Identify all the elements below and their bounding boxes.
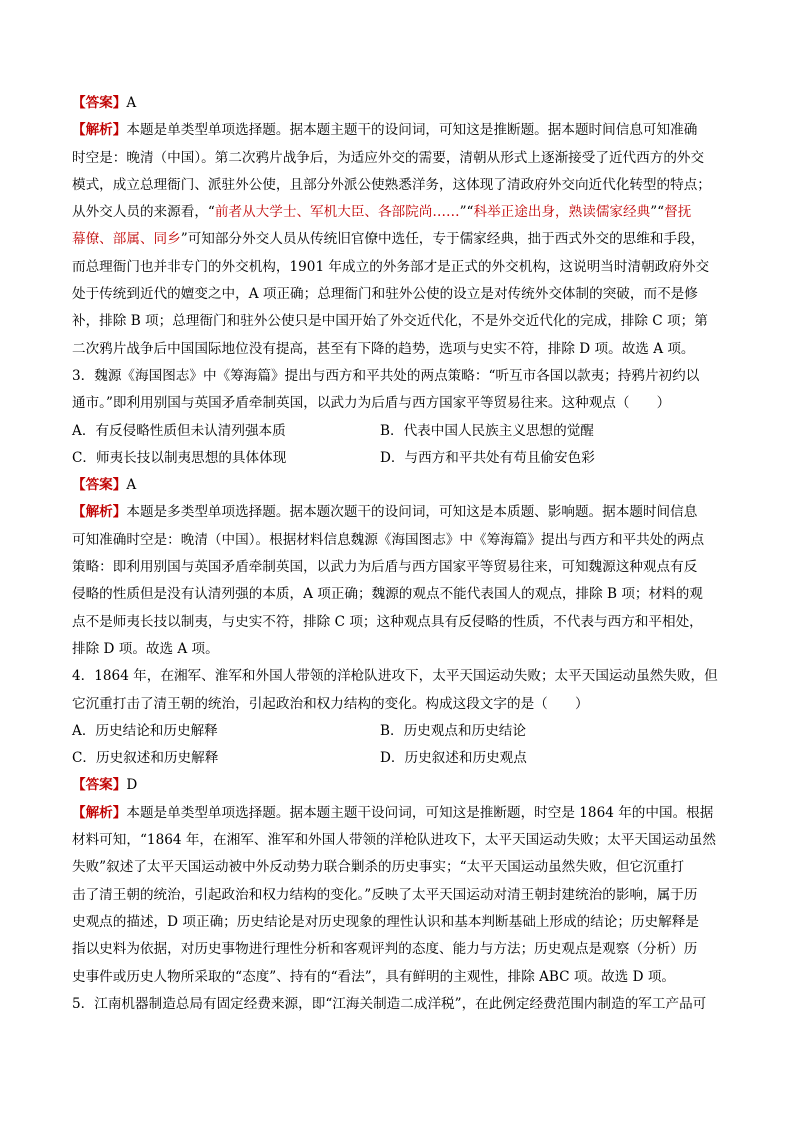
q3-option-b: B．代表中国人民族主义思想的觉醒 (380, 422, 594, 439)
analysis-text: 点不是师夷长技以制夷，与史实不符，排除 C 项；这种观点具有反侵略的性质，不代表与西方和平相处， (72, 613, 703, 630)
analysis-text: 侵略的性质但是没有认清列强的本质，A 项正确；魏源的观点不能代表国人的观点，排除 B 项；材料的观 (72, 586, 703, 603)
q4-stem-line: 它沉重打击了清王朝的统治，引起政治和权力结构的变化。构成这段文字的是（ ） (72, 695, 589, 712)
analysis-text: 策略：即利用别国与英国矛盾牵制英国，以武力为后盾与西方国家平等贸易往来，可知魏源这种观点有反 (72, 559, 698, 576)
analysis-text: 补，排除 B 项；总理衙门和驻外公使只是中国开始了外交近代化，不是外交近代化的完成，排除 C 项；第 (72, 313, 708, 330)
quoted-source-text: 前者从大学士、军机大臣、各部院尚…… (214, 204, 460, 221)
analysis-tag: 【解析】 (72, 504, 127, 521)
q3-analysis-line (72, 527, 724, 554)
q4-answer-line (72, 772, 724, 799)
q2-analysis-line (72, 254, 724, 281)
answer-tag: 【答案】 (72, 477, 127, 494)
q4-analysis-line (72, 936, 724, 963)
analysis-text: 二次鸦片战争后中国国际地位没有提高，甚至有下降的趋势，选项与史实不符，排除 D 项。故选 A 项。 (72, 340, 695, 357)
q2-analysis-line (72, 117, 724, 144)
q5-stem-line: 5．江南机器制造总局有固定经费来源，即“江海关制造二成洋税”，在此例定经费范围内制造的军工产品可 (72, 995, 707, 1012)
q4-options-row (72, 745, 724, 772)
q4-option-a: A．历史结论和历史解释 (72, 722, 218, 739)
answer-value: A (126, 477, 137, 494)
q3-options-row (72, 418, 724, 445)
analysis-text: 史事件或历史人物所采取的“态度”、持有的“看法”，具有鲜明的主观性，排除 ABC 项。故选 D 项。 (72, 968, 676, 985)
analysis-text: 时空是：晚清（中国）。第二次鸦片战争后，为适应外交的需要，清朝从形式上逐渐接受了近代西方的外交 (72, 149, 705, 166)
q3-analysis-line (72, 554, 724, 581)
q4-option-d: D．历史叙述和历史观点 (380, 750, 527, 767)
answer-tag: 【答案】 (72, 95, 127, 111)
q4-option-b: B．历史观点和历史结论 (380, 722, 526, 739)
q3-option-d: D．与西方和平共处有苟且偷安色彩 (380, 449, 595, 466)
q4-analysis-line (72, 800, 724, 827)
analysis-text: 而总理衙门也并非专门的外交机构，1901 年成立的外务部才是正式的外交机构，这说明当时清朝政府外交 (72, 258, 710, 275)
q3-options-row (72, 445, 724, 472)
analysis-text: ”“ (650, 204, 665, 221)
document-page (72, 90, 724, 1018)
q4-analysis-line (72, 827, 724, 854)
analysis-text: 失败”叙述了太平天国运动被中外反动势力联合剿杀的历史事实；“太平天国运动虽然失败，但它沉重打 (72, 859, 685, 876)
q3-stem-line: 通市。”即利用别国与英国矛盾牵制英国，以武力为后盾与西方国家平等贸易往来。这种观点（ ） (72, 395, 671, 412)
answer-value: A (126, 95, 137, 111)
quoted-source-text: 督抚 (664, 204, 692, 221)
analysis-text: 指以史料为依据，对历史事物进行理性分析和客观评判的态度、能力与方法；历史观点是观察（分析）历 (72, 941, 698, 958)
quoted-source-text: 科举正途出身，熟读儒家经典 (473, 204, 651, 221)
q4-analysis-line (72, 882, 724, 909)
q3-option-a: A．有反侵略性质但未认清列强本质 (72, 422, 286, 439)
answer-value: D (126, 777, 138, 794)
q2-analysis-line (72, 226, 724, 253)
q3-analysis-line (72, 581, 724, 608)
q2-analysis-line (72, 308, 724, 335)
analysis-text: 模式，成立总理衙门、派驻外公使，且部分外派公使熟悉洋务，这体现了清政府外交向近代化转型的特点； (72, 176, 711, 193)
q4-analysis-line (72, 854, 724, 881)
analysis-text: 击了清王朝的统治，引起政治和权力结构的变化。”反映了太平天国运动对清王朝封建统治的影响，属于历 (72, 886, 698, 903)
analysis-text: 本题是多类型单项选择题。据本题次题干的设问词，可知这是本质题、影响题。据本题时间信息 (126, 504, 698, 521)
analysis-text: 史观点的描述，D 项正确；历史结论是对历史现象的理性认识和基本判断基础上形成的结论；历史解释是 (72, 913, 699, 930)
q2-analysis-line (72, 172, 724, 199)
q3-answer-line (72, 472, 724, 499)
quoted-source-text: 幕僚、部属、同乡 (72, 231, 181, 248)
q2-analysis-line (72, 281, 724, 308)
analysis-text: ”可知部分外交人员从传统旧官僚中选任，专于儒家经典，拙于西式外交的思维和手段， (180, 231, 705, 248)
analysis-text: ”“ (459, 204, 474, 221)
q3-analysis-line (72, 636, 724, 663)
q4-stem-line: 4．1864 年，在湘军、淮军和外国人带领的洋枪队进攻下，太平天国运动失败；太平天国运动虽然失败，但 (72, 668, 718, 685)
analysis-tag: 【解析】 (72, 804, 127, 821)
analysis-text: 本题是单类型单项选择题。据本题主题干设问词，可知这是推断题，时空是 1864 年的中国。根据 (126, 804, 714, 821)
q3-stem-line: 3．魏源《海国图志》中《筹海篇》提出与西方和平共处的两点策略：“听互市各国以款夷；持鸦片初约以 (72, 367, 700, 384)
q2-analysis-line (72, 336, 724, 363)
q3-analysis-line (72, 609, 724, 636)
analysis-tag: 【解析】 (72, 122, 127, 139)
q4-analysis-line (72, 909, 724, 936)
q3-option-c: C．师夷长技以制夷思想的具体体现 (72, 449, 287, 466)
answer-tag: 【答案】 (72, 777, 127, 794)
analysis-text: 材料可知，“1864 年，在湘军、淮军和外国人带领的洋枪队进攻下，太平天国运动失败；太平天国运动虽然 (72, 832, 716, 849)
q2-answer-line (72, 90, 724, 117)
q2-analysis-line (72, 145, 724, 172)
q4-analysis-line (72, 964, 724, 991)
analysis-text: 本题是单类型单项选择题。据本题主题干的设问词，可知这是推断题。据本题时间信息可知准确 (126, 122, 698, 139)
analysis-text: 从外交人员的来源看，“ (72, 204, 215, 221)
q3-analysis-line (72, 499, 724, 526)
q4-options-row (72, 718, 724, 745)
q4-option-c: C．历史叙述和历史解释 (72, 750, 219, 767)
analysis-text: 排除 D 项。故选 A 项。 (72, 640, 219, 657)
analysis-text: 可知准确时空是：晚清（中国）。根据材料信息魏源《海国图志》中《筹海篇》提出与西方和平共处的两点 (72, 531, 705, 548)
q2-analysis-line (72, 199, 724, 226)
analysis-text: 处于传统到近代的嬗变之中，A 项正确；总理衙门和驻外公使的设立是对传统外交体制的突破，而不是修 (72, 286, 698, 303)
